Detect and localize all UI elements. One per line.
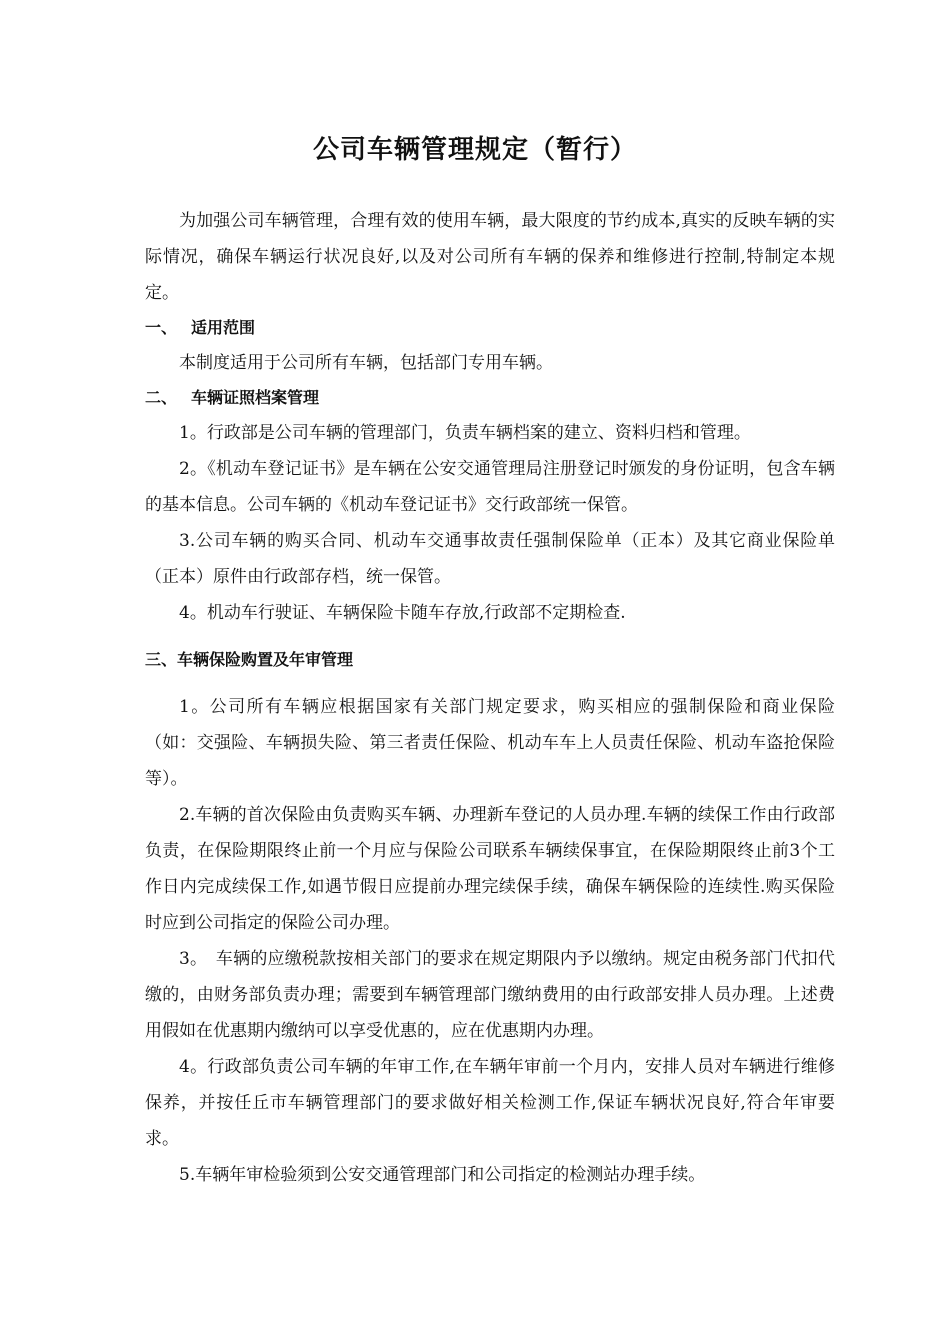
paragraph: 1。公司所有车辆应根据国家有关部门规定要求，购买相应的强制保险和商业保险（如：交强险、车辆损失险、第三者责任保险、机动车车上人员责任保险、机动车盗抢保险等）。 (145, 697, 835, 789)
paragraph: 本制度适用于公司所有车辆，包括部门专用车辆。 (179, 353, 553, 373)
section-title: 车辆证照档案管理 (191, 388, 320, 407)
paragraph: 3.公司车辆的购买合同、机动车交通事故责任强制保险单（正本）及其它商业保险单（正本）原件由行政部存档，统一保管。 (145, 531, 835, 587)
paragraph: 4。行政部负责公司车辆的年审工作,在车辆年审前一个月内，安排人员对车辆进行维修保养，并按任丘市车辆管理部门的要求做好相关检测工作,保证车辆状况良好,符合年审要求。 (145, 1057, 835, 1149)
document-title: 公司车辆管理规定（暂行） (312, 135, 637, 165)
intro-paragraph: 为加强公司车辆管理，合理有效的使用车辆，最大限度的节约成本,真实的反映车辆的实际情况，确保车辆运行状况良好,以及对公司所有车辆的保养和维修进行控制,特制定本规定。 (145, 211, 835, 303)
paragraph: 5.车辆年审检验须到公安交通管理部门和公司指定的检测站办理手续。 (179, 1165, 706, 1185)
document-body (145, 203, 835, 1193)
section-heading-scope (145, 311, 835, 345)
section-number: 二、 (145, 388, 178, 407)
section-heading-insurance-inspection (145, 643, 835, 677)
section-heading-license-archive (145, 381, 835, 415)
paragraph: 4。机动车行驶证、车辆保险卡随车存放,行政部不定期检查. (179, 603, 626, 623)
paragraph: 1。行政部是公司车辆的管理部门，负责车辆档案的建立、资料归档和管理。 (179, 423, 751, 443)
paragraph: 2.车辆的首次保险由负责购买车辆、办理新车登记的人员办理.车辆的续保工作由行政部负责，在保险期限终止前一个月应与保险公司联系车辆续保事宜，在保险期限终止前3个工作日内完成续保工作,如遇节假日应提前办理完续保手续，确保车辆保险的连续性.购买保险时应到公司指定的保险公司办理。 (145, 805, 835, 933)
section-number: 三、 (145, 650, 178, 669)
section-number: 一、 (145, 318, 178, 337)
paragraph: 3。 车辆的应缴税款按相关部门的要求在规定期限内予以缴纳。规定由税务部门代扣代缴的，由财务部负责办理；需要到车辆管理部门缴纳费用的由行政部安排人员办理。上述费用假如在优惠期内缴纳可以享受优惠的，应在优惠期内办理。 (145, 949, 835, 1041)
section-title: 车辆保险购置及年审管理 (177, 650, 354, 669)
section-title: 适用范围 (191, 318, 256, 337)
paragraph: 2。《机动车登记证书》是车辆在公安交通管理局注册登记时颁发的身份证明，包含车辆的基本信息。公司车辆的《机动车登记证书》交行政部统一保管。 (145, 459, 835, 515)
